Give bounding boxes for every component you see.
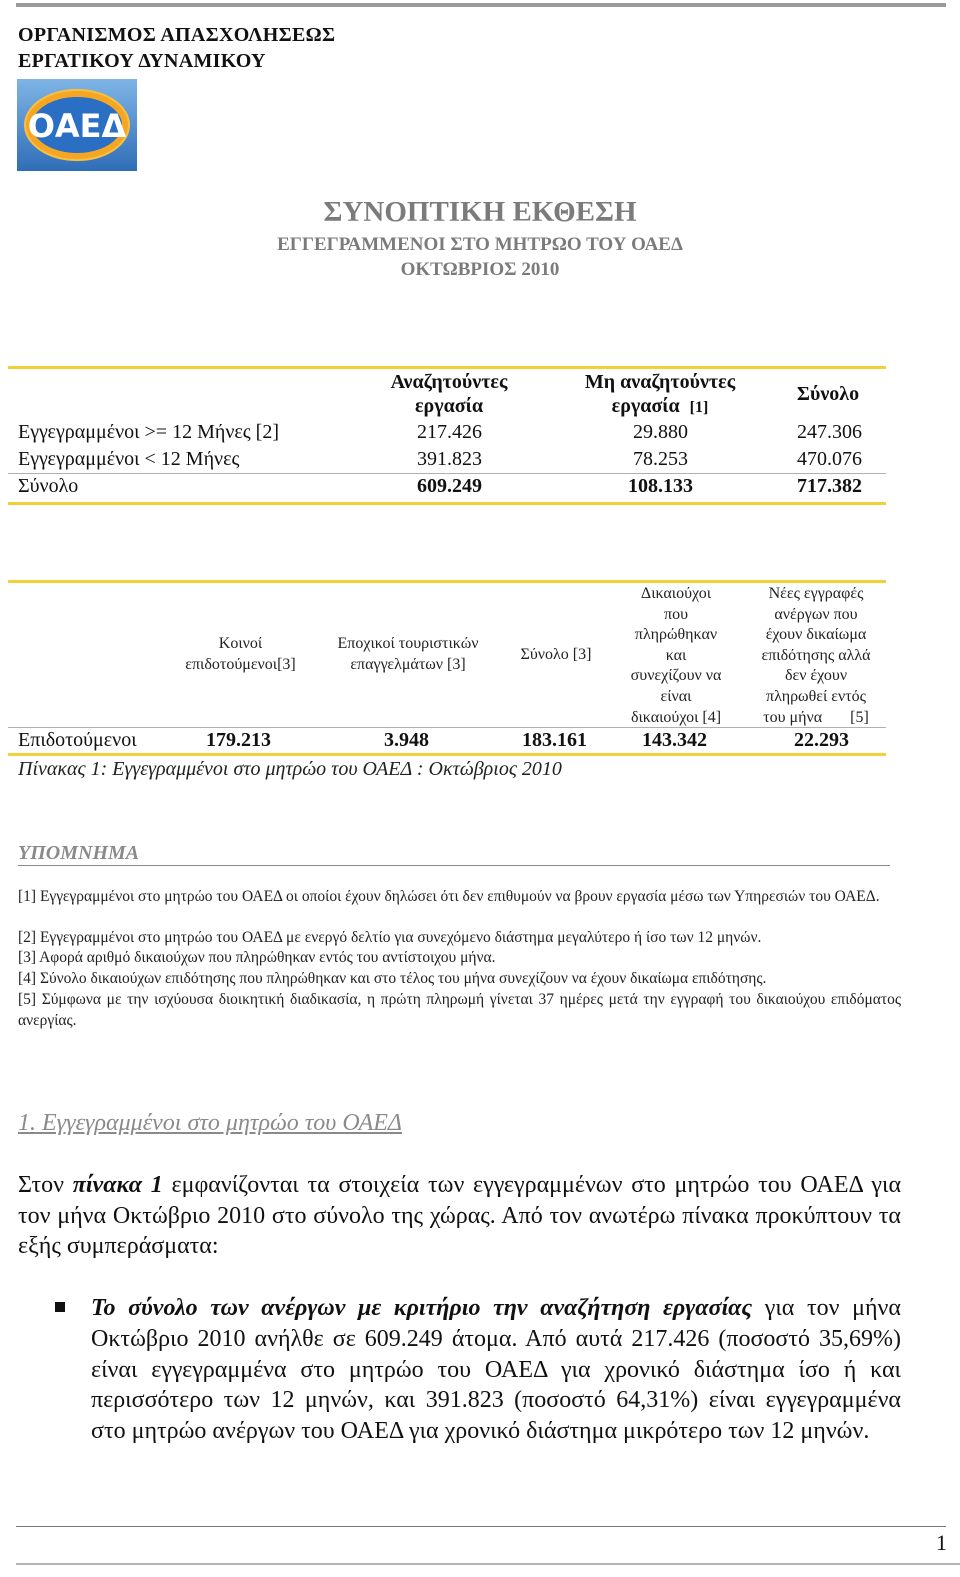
table2-header-separator bbox=[8, 727, 886, 728]
report-month: ΟΚΤΩΒΡΙΟΣ 2010 bbox=[400, 259, 560, 280]
legend-note: [1] Εγγεγραμμένοι στο μητρώο του ΟΑΕΔ οι οποίοι έχουν δηλώσει ότι δεν επιθυμούν να βρουν εργασία μέσω των Υπηρεσιών του ΟΑΕΔ. bbox=[18, 888, 880, 905]
bullet-paragraph: Το σύνολο των ανέργων με κριτήριο την αναζήτηση εργασίας για τον μήνα Οκτώβριο 2010 ανήλθε σε 609.249 άτομα. Από αυτά 217.426 (ποσοστό 35,69%) είναι εγγεγραμμένα στο μητρώο του ΟΑΕΔ για χρονικό διάστημα ίσο ή και περισσότερο των 12 μηνών, και 391.823 (ποσοστό 64,31%) είναι εγγεγραμμένα στο μητρώο ανέργων του ΟΑΕΔ για χρονικό διάστημα μικρότερο των 12 μηνών. bbox=[91, 1295, 901, 1445]
footer-rule bbox=[16, 1526, 946, 1527]
table1-header-total: Σύνολο bbox=[796, 383, 860, 405]
bullet-marker bbox=[55, 1302, 65, 1312]
table2-header-new-registrations: Νέες εγγραφές ανέργων που έχουν δικαίωμα επιδότησης αλλά δεν έχουν πληρωθεί εντός του μήνα [5] bbox=[761, 585, 871, 726]
report-title: ΣΥΝΟΠΤΙΚΗ ΕΚΘΕΣΗ bbox=[323, 196, 637, 228]
legend-note: [5] Σύμφωνα με την ισχύουσα διοικητική διαδικασία, η πρώτη πληρωμή γίνεται 37 ημέρες μετά την εγγραφή του δικαιούχου επιδόματος ανεργίας. bbox=[18, 991, 901, 1029]
table2-header-seasonal: Εποχικοί τουριστικών επαγγελμάτων [3] bbox=[337, 635, 479, 673]
top-rule bbox=[16, 3, 946, 7]
table2-header-regular: Κοινοί επιδοτούμενοι[3] bbox=[185, 635, 296, 673]
organization-name-line1: ΟΡΓΑΝΙΣΜΟΣ ΑΠΑΣΧΟΛΗΣΕΩΣ bbox=[18, 24, 336, 46]
legend-note: [4] Σύνολο δικαιούχων επιδότησης που πληρώθηκαν και στο τέλος του μήνα συνεχίζουν να έχουν δικαίωμα επιδότησης. bbox=[18, 970, 767, 987]
legend-rule bbox=[18, 865, 890, 866]
organization-name bbox=[18, 22, 335, 74]
table2-bottom-rule bbox=[8, 753, 886, 756]
legend-title: ΥΠΟΜΝΗΜΑ bbox=[18, 842, 140, 864]
footer-bottom-rule bbox=[16, 1563, 960, 1565]
report-subtitle: ΕΓΓΕΓΡΑΜΜΕΝΟΙ ΣΤΟ ΜΗΤΡΩΟ ΤΟΥ ΟΑΕΔ bbox=[277, 234, 683, 255]
table1-bottom-rule bbox=[8, 502, 886, 505]
table1-top-rule bbox=[8, 366, 886, 369]
table2-header-paid-beneficiaries: Δικαιούχοι που πληρώθηκαν και συνεχίζουν να είναι δικαιούχοι [4] bbox=[630, 585, 722, 726]
table1-header-not-seeking: Μη αναζητούντες εργασία [1] bbox=[584, 371, 736, 417]
intro-paragraph: Στον πίνακα 1 εμφανίζονται τα στοιχεία των εγγεγραμμένων στο μητρώο του ΟΑΕΔ για τον μήνα Οκτώβριο 2010 στο σύνολο της χώρας. Από τον ανωτέρω πίνακα προκύπτουν τα εξής συμπεράσματα: bbox=[18, 1172, 902, 1260]
legend-note: [2] Εγγεγραμμένοι στο μητρώο του ΟΑΕΔ με ενεργό δελτίο για συνεχόμενο διάστημα μεγαλύτερο ή ίσο των 12 μηνών. bbox=[18, 929, 762, 946]
table-caption: Πίνακας 1: Εγγεγραμμένοι στο μητρώο του ΟΑΕΔ : Οκτώβριος 2010 bbox=[18, 758, 562, 780]
oaed-logo bbox=[17, 79, 137, 171]
table2-header-total: Σύνολο [3] bbox=[520, 646, 592, 663]
table1-total-separator bbox=[8, 473, 886, 474]
svg-text:ΟΑΕΔ: ΟΑΕΔ bbox=[27, 107, 127, 145]
organization-name-line2: ΕΡΓΑΤΙΚΟΥ ΔΥΝΑΜΙΚΟΥ bbox=[18, 50, 266, 72]
table2-top-rule bbox=[8, 580, 886, 583]
section-heading: 1. Εγγεγραμμένοι στο μητρώο του ΟΑΕΔ bbox=[18, 1110, 402, 1136]
page-number: 1 bbox=[936, 1530, 947, 1555]
table1-header-seeking: Αναζητούντες εργασία bbox=[390, 371, 508, 417]
legend-note: [3] Αφορά αριθμό δικαιούχων που πληρώθηκαν εντός του αντίστοιχου μήνα. bbox=[18, 949, 496, 966]
